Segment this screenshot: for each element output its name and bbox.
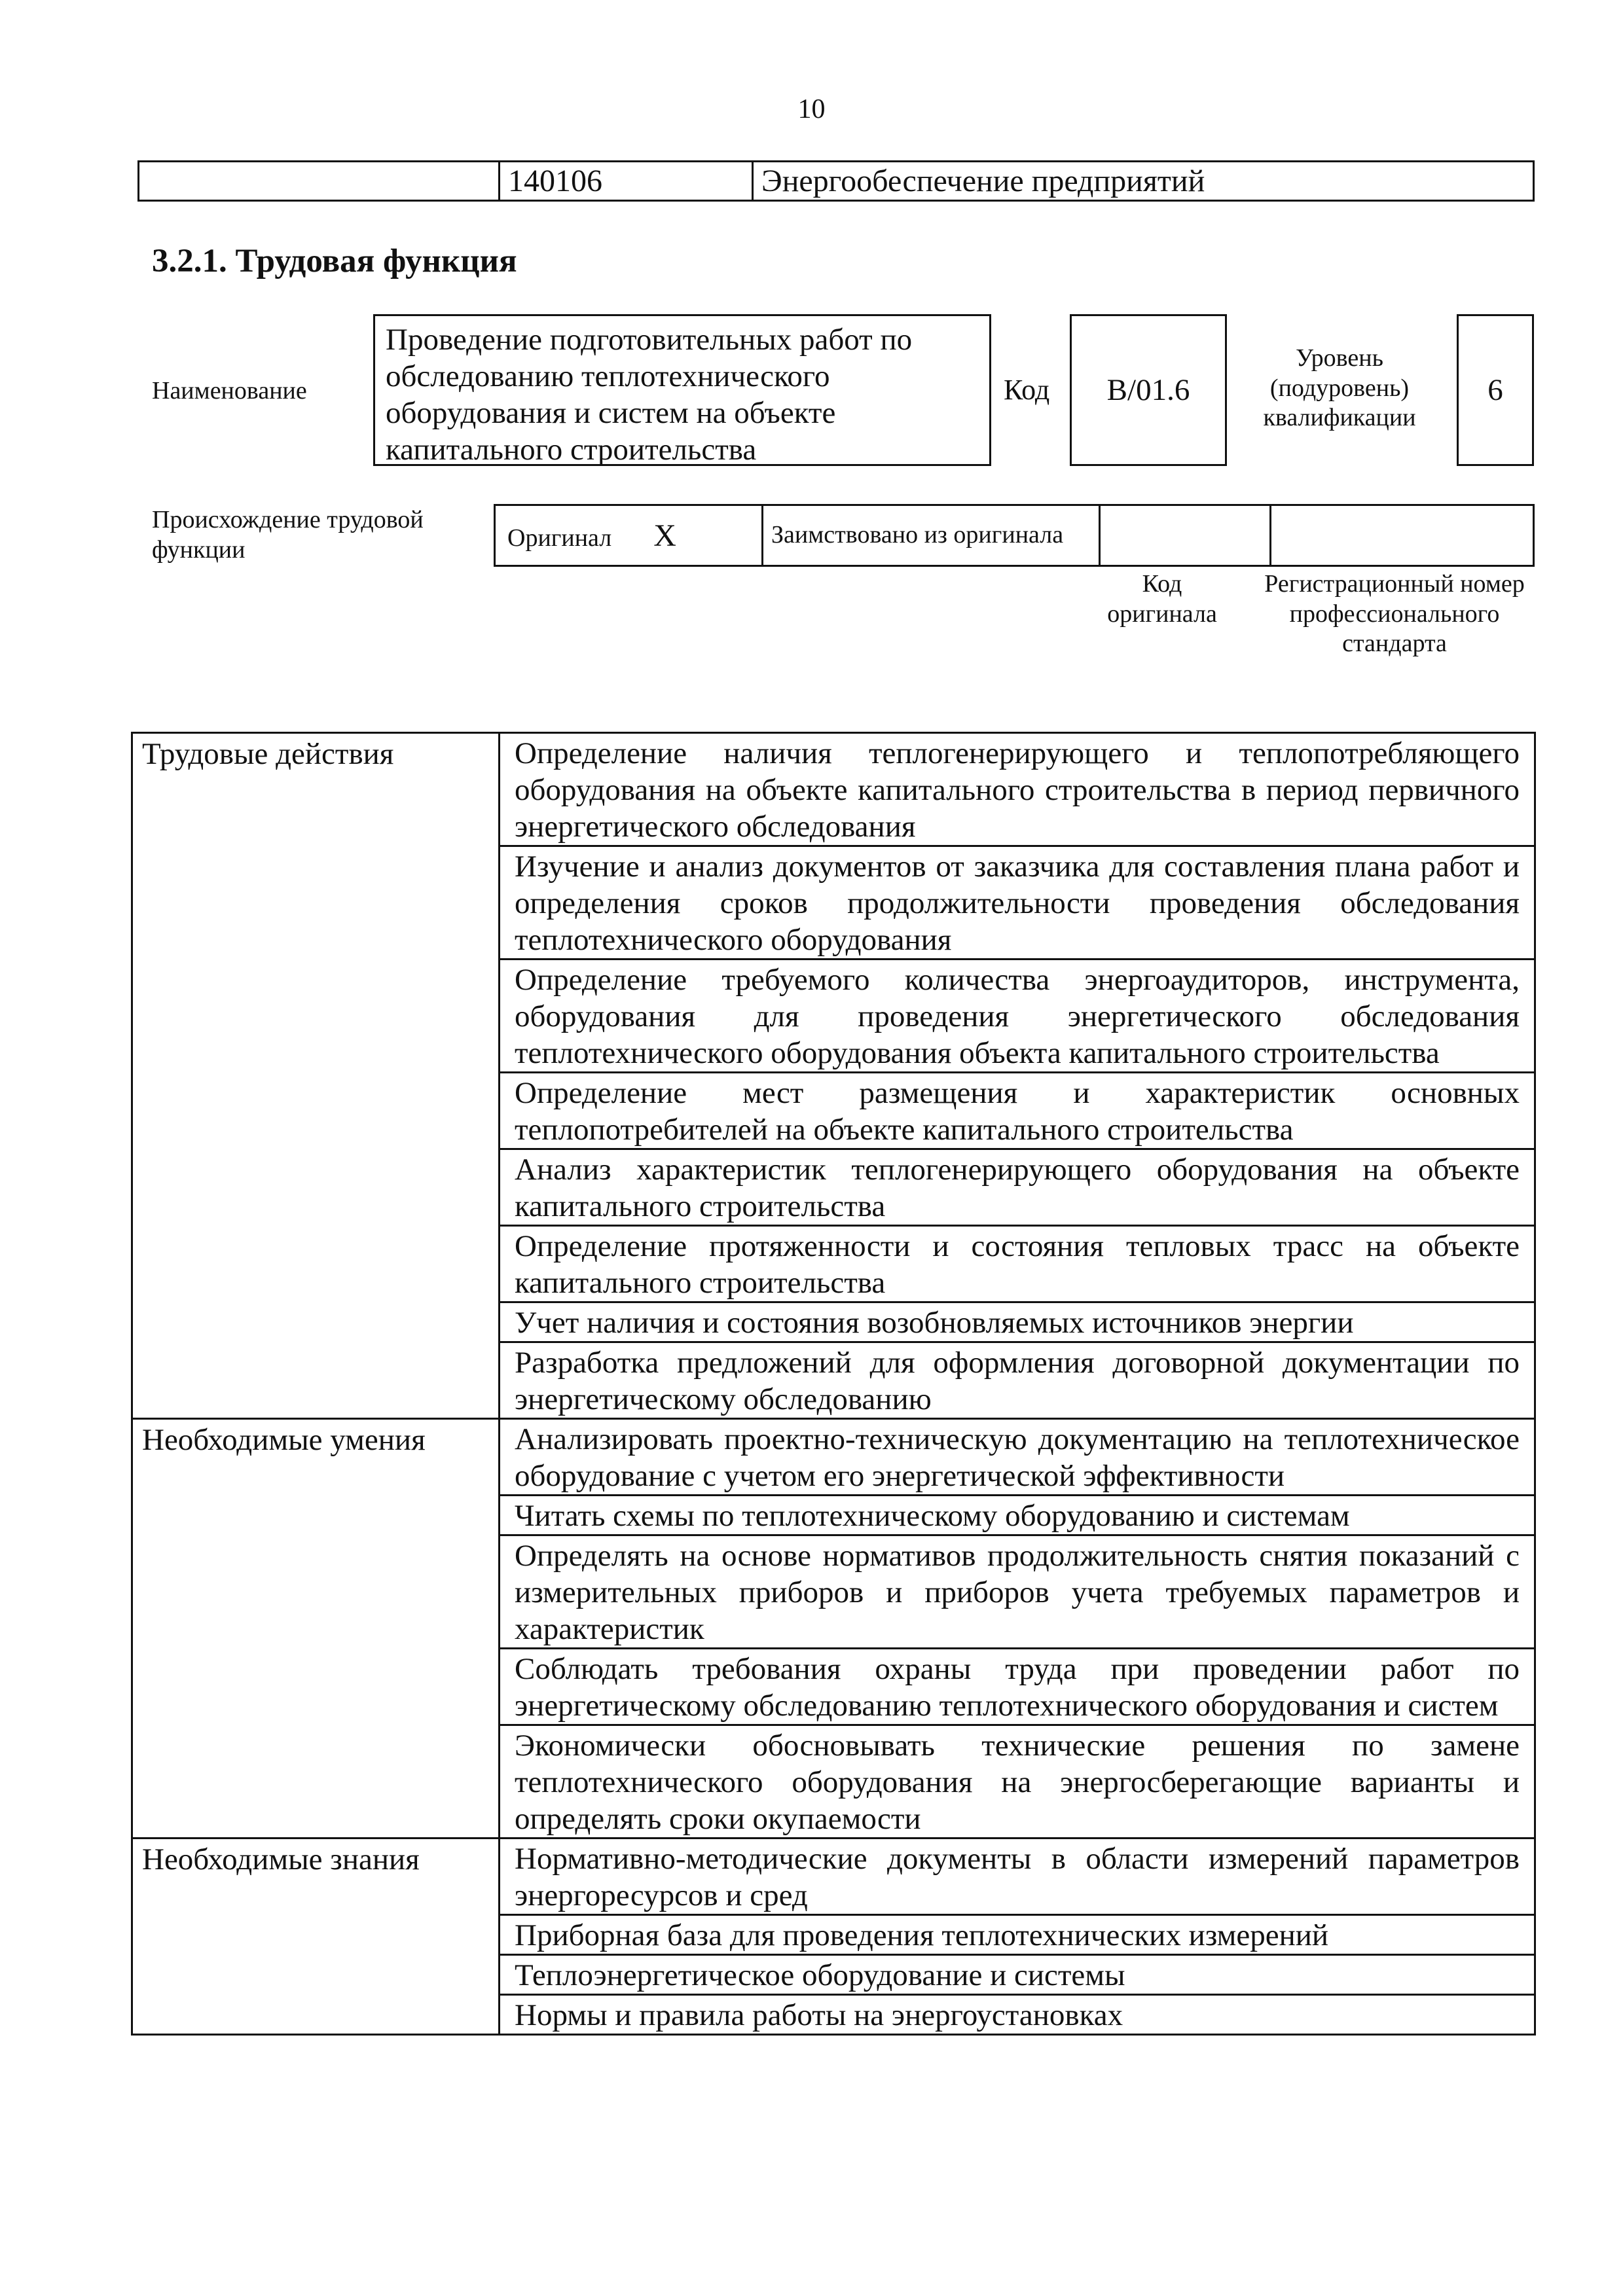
- original-code-caption: Код оригинала: [1107, 570, 1217, 628]
- section-category: Трудовые действия: [132, 733, 500, 1419]
- specialty-code: 140106: [500, 162, 753, 201]
- section-item: Анализировать проектно-техническую документацию на теплотехническое оборудование с учетом его энергетической эффективности: [500, 1419, 1535, 1496]
- page-number: 10: [797, 94, 826, 124]
- name-label: Наименование: [152, 377, 307, 404]
- section-item: Учет наличия и состояния возобновляемых источников энергии: [500, 1302, 1535, 1342]
- qualification-level-box: 6: [1457, 314, 1534, 466]
- registration-number-cell: [1271, 505, 1534, 566]
- section-item: Определение требуемого количества энергоаудиторов, инструмента, оборудования для проведения энергетического обследования теплотехнического оборудования объекта капитального строительства: [500, 960, 1535, 1073]
- section-item: Изучение и анализ документов от заказчика для составления плана работ и определения сроков продолжительности проведения обследования теплотехнического оборудования: [500, 846, 1535, 960]
- qualification-level-label: Уровень (подуровень) квалификации: [1263, 344, 1416, 432]
- specialty-row-table: [137, 160, 1535, 202]
- table-row: [132, 733, 1535, 846]
- empty-cell: [139, 162, 500, 201]
- section-title: 3.2.1. Трудовая функция: [152, 243, 517, 279]
- section-item: Анализ характеристик теплогенерирующего оборудования на объекте капитального строительства: [500, 1149, 1535, 1226]
- original-label: Оригинал: [507, 524, 612, 552]
- section-item: Определять на основе нормативов продолжительность снятия показаний с измерительных приборов и приборов учета требуемых параметров и характеристик: [500, 1535, 1535, 1649]
- function-code-box: B/01.6: [1070, 314, 1227, 466]
- section-category: Необходимые умения: [132, 1419, 500, 1839]
- table-row: [132, 1419, 1535, 1496]
- section-item: Читать схемы по теплотехническому оборудованию и системам: [500, 1496, 1535, 1535]
- section-item: Разработка предложений для оформления договорной документации по энергетическому обследованию: [500, 1342, 1535, 1419]
- table-row: [132, 1839, 1535, 1915]
- section-item: Экономически обосновывать технические решения по замене теплотехнического оборудования на энергосберегающие варианты и определять сроки окупаемости: [500, 1725, 1535, 1839]
- section-item: Нормы и правила работы на энергоустановках: [500, 1995, 1535, 2035]
- section-category: Необходимые знания: [132, 1839, 500, 2035]
- specialty-name: Энергообеспечение предприятий: [753, 162, 1534, 201]
- origin-table: [494, 504, 1535, 567]
- code-label: Код: [1004, 374, 1050, 406]
- section-item: Определение мест размещения и характеристик основных теплопотребителей на объекте капитального строительства: [500, 1073, 1535, 1149]
- function-name-box: Проведение подготовительных работ по обследованию теплотехнического оборудования и систем на объекте капитального строительства: [373, 314, 991, 466]
- original-mark: X: [653, 518, 676, 553]
- original-cell: [495, 505, 763, 566]
- section-item: Теплоэнергетическое оборудование и системы: [500, 1955, 1535, 1995]
- origin-label: Происхождение трудовой функции: [152, 506, 424, 564]
- section-item: Определение наличия теплогенерирующего и теплопотребляющего оборудования на объекте капитального строительства в период первичного энергетического обследования: [500, 733, 1535, 846]
- section-item: Нормативно-методические документы в области измерений параметров энергоресурсов и сред: [500, 1839, 1535, 1915]
- section-item: Соблюдать требования охраны труда при проведении работ по энергетическому обследованию теплотехнического оборудования и систем: [500, 1649, 1535, 1725]
- registration-number-caption: Регистрационный номер профессионального стандарта: [1264, 570, 1525, 658]
- original-code-cell: [1100, 505, 1271, 566]
- borrowed-label: Заимствовано из оригинала: [763, 505, 1100, 566]
- function-details-table: [131, 732, 1536, 2036]
- section-item: Приборная база для проведения теплотехнических измерений: [500, 1915, 1535, 1955]
- section-item: Определение протяженности и состояния тепловых трасс на объекте капитального строительства: [500, 1226, 1535, 1302]
